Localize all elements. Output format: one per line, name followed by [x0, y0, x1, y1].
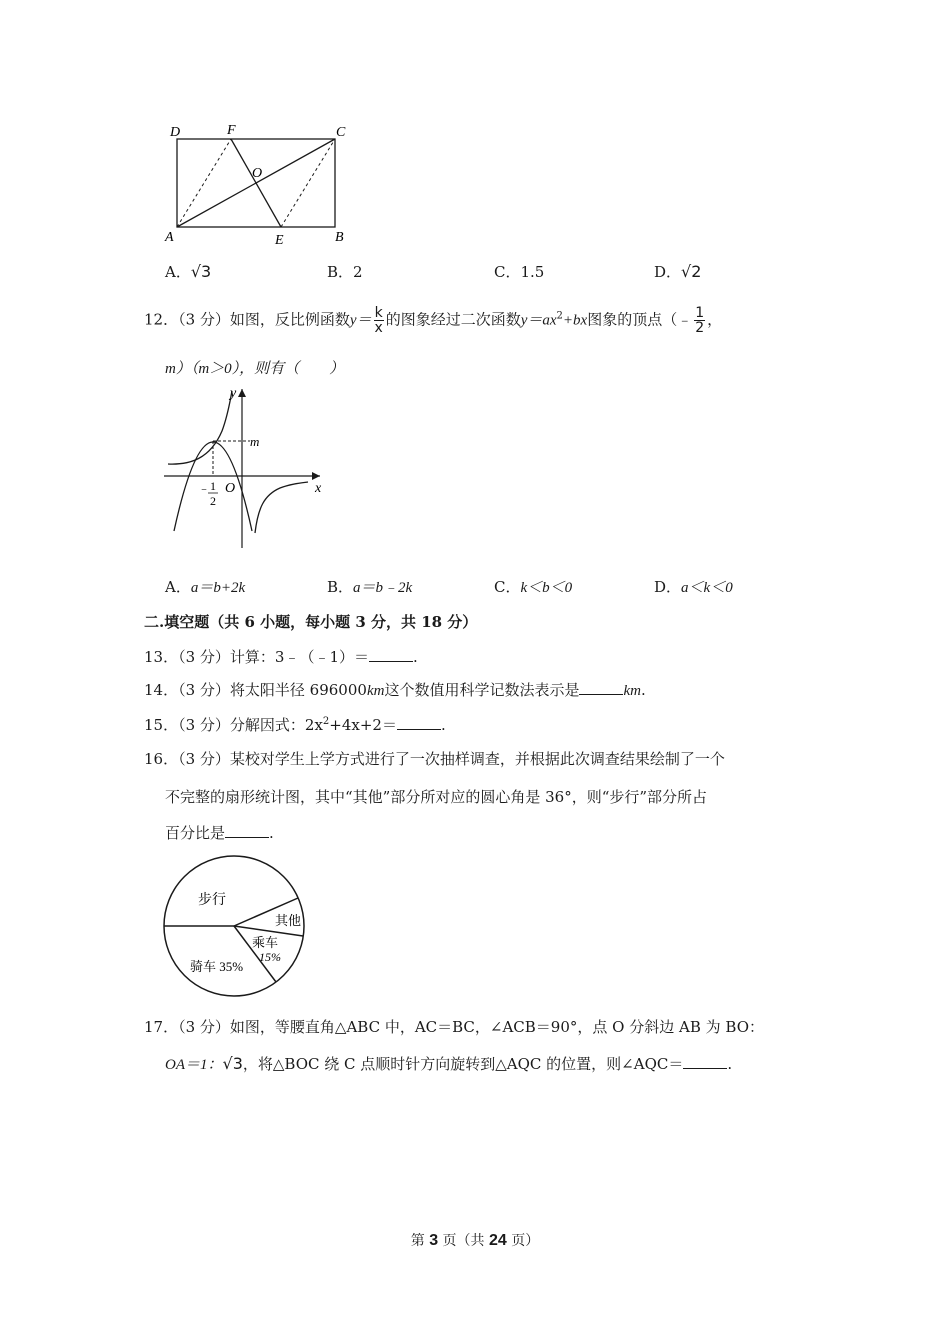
pie-label-bike: 骑车 35% — [190, 959, 244, 974]
q11-option-b: B．2 — [327, 263, 363, 281]
label-O: O — [252, 166, 263, 181]
q12-stem-line2: m）（m＞0），则有（ ） — [165, 361, 345, 377]
neg-sign: ﹣ — [198, 481, 211, 495]
answer-blank[interactable] — [369, 647, 413, 662]
q12-option-d: D．a＜k＜0 — [654, 578, 733, 596]
origin-label: O — [225, 481, 236, 496]
label-C: C — [336, 125, 346, 140]
label-A: A — [165, 230, 174, 245]
q11-option-d: D．√2 — [654, 262, 702, 281]
label-m: m — [250, 434, 260, 449]
q11-option-a: A．√3 — [165, 262, 212, 281]
answer-blank[interactable] — [683, 1054, 727, 1069]
pie-label-walk: 步行 — [198, 893, 226, 908]
q14: 14．（3 分）将太阳半径 696000km这个数值用科学记数法表示是 km. — [144, 681, 646, 699]
q12-option-c: C．k＜b＜0 — [494, 578, 573, 596]
q12-option-b: B．a＝b﹣2k — [327, 578, 413, 596]
section-heading: 二.填空题（共 6 小题，每小题 3 分，共 18 分） — [144, 613, 478, 631]
axis-label-y: y — [230, 386, 237, 401]
q17-line1: 17．（3 分）如图，等腰直角△ABC 中，AC＝BC，∠ACB＝90°，点 O 分斜边 AB 为 BO： — [144, 1018, 764, 1036]
q16-line1: 16．（3 分）某校对学生上学方式进行了一次抽样调查，并根据此次调查结果绘制了一个 — [144, 750, 725, 768]
answer-blank[interactable] — [225, 823, 269, 838]
answer-blank[interactable] — [397, 715, 441, 730]
q11-option-c: C．1.5 — [494, 263, 545, 281]
label-D: D — [170, 125, 181, 140]
pie-label-bus-pct: 15% — [259, 950, 281, 964]
label-E: E — [275, 233, 284, 248]
q15: 15．（3 分）分解因式：$2x^2+4x+2=$ . — [144, 716, 446, 734]
q12-function-graph — [160, 383, 335, 553]
pie-label-bus: 乘车 — [252, 935, 279, 950]
q13: 13．（3 分）计算：3﹣（﹣1）＝ . — [144, 648, 418, 666]
q16-line3: 百分比是 . — [165, 824, 274, 842]
q12-stem-line1: 12．（3 分）如图，反比例函数y＝ $\frac{k}{x}$ 的图象经过二次函数$y=ax^2+bx$图象的顶点（﹣ $\frac{1}{2}$ ， — [144, 305, 723, 336]
half-den: 2 — [210, 494, 216, 508]
q11-rectangle-figure — [160, 120, 360, 250]
half-num: 1 — [210, 479, 216, 493]
pie-label-other: 其他 — [275, 913, 302, 928]
q17-line2: OA＝1：√3，将△BOC 绕 C 点顺时针方向旋转到△AQC 的位置，则∠AQC＝ . — [165, 1054, 733, 1073]
axis-label-x: x — [315, 481, 322, 496]
q16-pie-chart — [160, 850, 310, 1002]
label-B: B — [335, 230, 344, 245]
page-footer: 第 3 页（共 24 页） — [410, 1232, 540, 1249]
answer-blank[interactable] — [579, 680, 623, 695]
label-F: F — [227, 123, 236, 138]
q12-option-a: A．a＝b+2k — [165, 578, 246, 596]
q16-line2: 不完整的扇形统计图，其中“其他”部分所对应的圆心角是 36°，则“步行”部分所占 — [165, 788, 708, 806]
